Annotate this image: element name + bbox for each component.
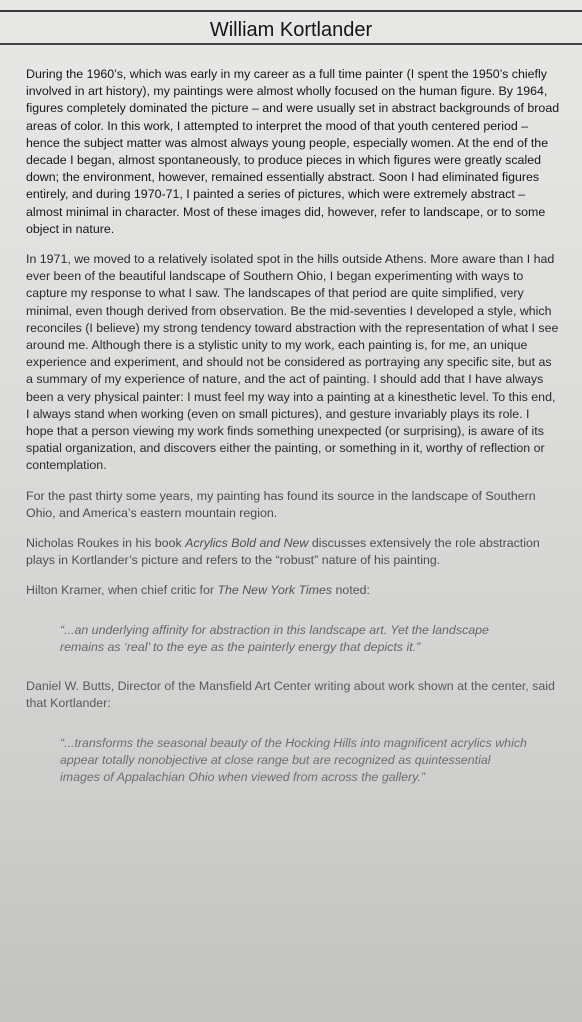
title-rule (0, 43, 582, 45)
paragraph-1971: In 1971, we moved to a relatively isolated spot in the hills outside Athens. More aware than I had ever been of the beautiful landscape of Southern Ohio, I began experimenting with ways to capture my response to what I saw. The landscapes of that period are quite simplified, very minimal, even though derived from observation. Be the mid-seventies I developed a style, which reconciles (I believe) my strong tendency toward abstraction with the representation of what I see around me. Although there is a stylistic unity to my work, each painting is, for me, an unique experience and experiment, and should not be considered as portraying any specific site, but as a summary of my experience of nature, and the act of painting. I should add that I have always been a very physical painter: I must feel my way into a painting at a kinesthetic level. To this end, I always stand when working (even on small pictures), and gesture invariably plays its role. I hope that a person viewing my work finds something unexpected (or surprising), is aware of its spatial organization, and discovers either the painting, or something in it, worthy of reflection or contemplation. (26, 252, 559, 473)
roukes-after: discusses extensively the role abstraction plays in Kortlander’s picture and refers to the “robust” nature of his painting. (26, 536, 540, 568)
paragraph-butts: Daniel W. Butts, Director of the Mansfield Art Center writing about work shown at the center, said that Kortlander: (26, 679, 555, 711)
paragraph-roukes (26, 535, 560, 569)
top-rule (0, 10, 582, 12)
kramer-publication: The New York Times (217, 583, 333, 598)
document-body (26, 66, 560, 808)
page-title: William Kortlander (209, 19, 373, 41)
kramer-before: Hilton Kramer, when chief critic for (26, 583, 218, 598)
quote-kramer: “...an underlying affinity for abstraction in this landscape art. Yet the landscape remains as ‘real’ to the eye as the painterly energy that depicts it.” (60, 622, 489, 654)
paragraph-thirty-years: For the past thirty some years, my painting has found its source in the landscape of Southern Ohio, and America’s eastern mountain region. (26, 488, 536, 520)
paragraph-kramer (26, 582, 560, 599)
roukes-book-title: Acrylics Bold and New (185, 536, 309, 551)
roukes-before: Nicholas Roukes in his book (26, 536, 186, 551)
quote-butts: “...transforms the seasonal beauty of the Hocking Hills into magnificent acrylics which appear totally nonobjective at close range but are recognized as quintessential images of Appalachian Ohio when viewed from across the gallery.” (60, 735, 527, 784)
paragraph-1960s: During the 1960’s, which was early in my career as a full time painter (I spent the 1950’s chiefly involved in art history), my paintings were almost wholly focused on the human figure. By 1964, figures completely dominated the picture – and were usually set in abstract backgrounds of broad areas of color. In this work, I attempted to interpret the mood of that youth centered period – hence the subject matter was almost always young people, especially women. At the end of the decade I began, almost spontaneously, to produce pieces in which figures were greatly scaled down; the environment, however, remained essentially abstract. Soon I had eliminated figures entirely, and during 1970-71, I painted a series of pictures, which were extremely abstract – almost minimal in character. Most of these images did, however, refer to landscape, or to some object in nature. (26, 67, 560, 236)
kramer-after: noted: (332, 583, 370, 598)
